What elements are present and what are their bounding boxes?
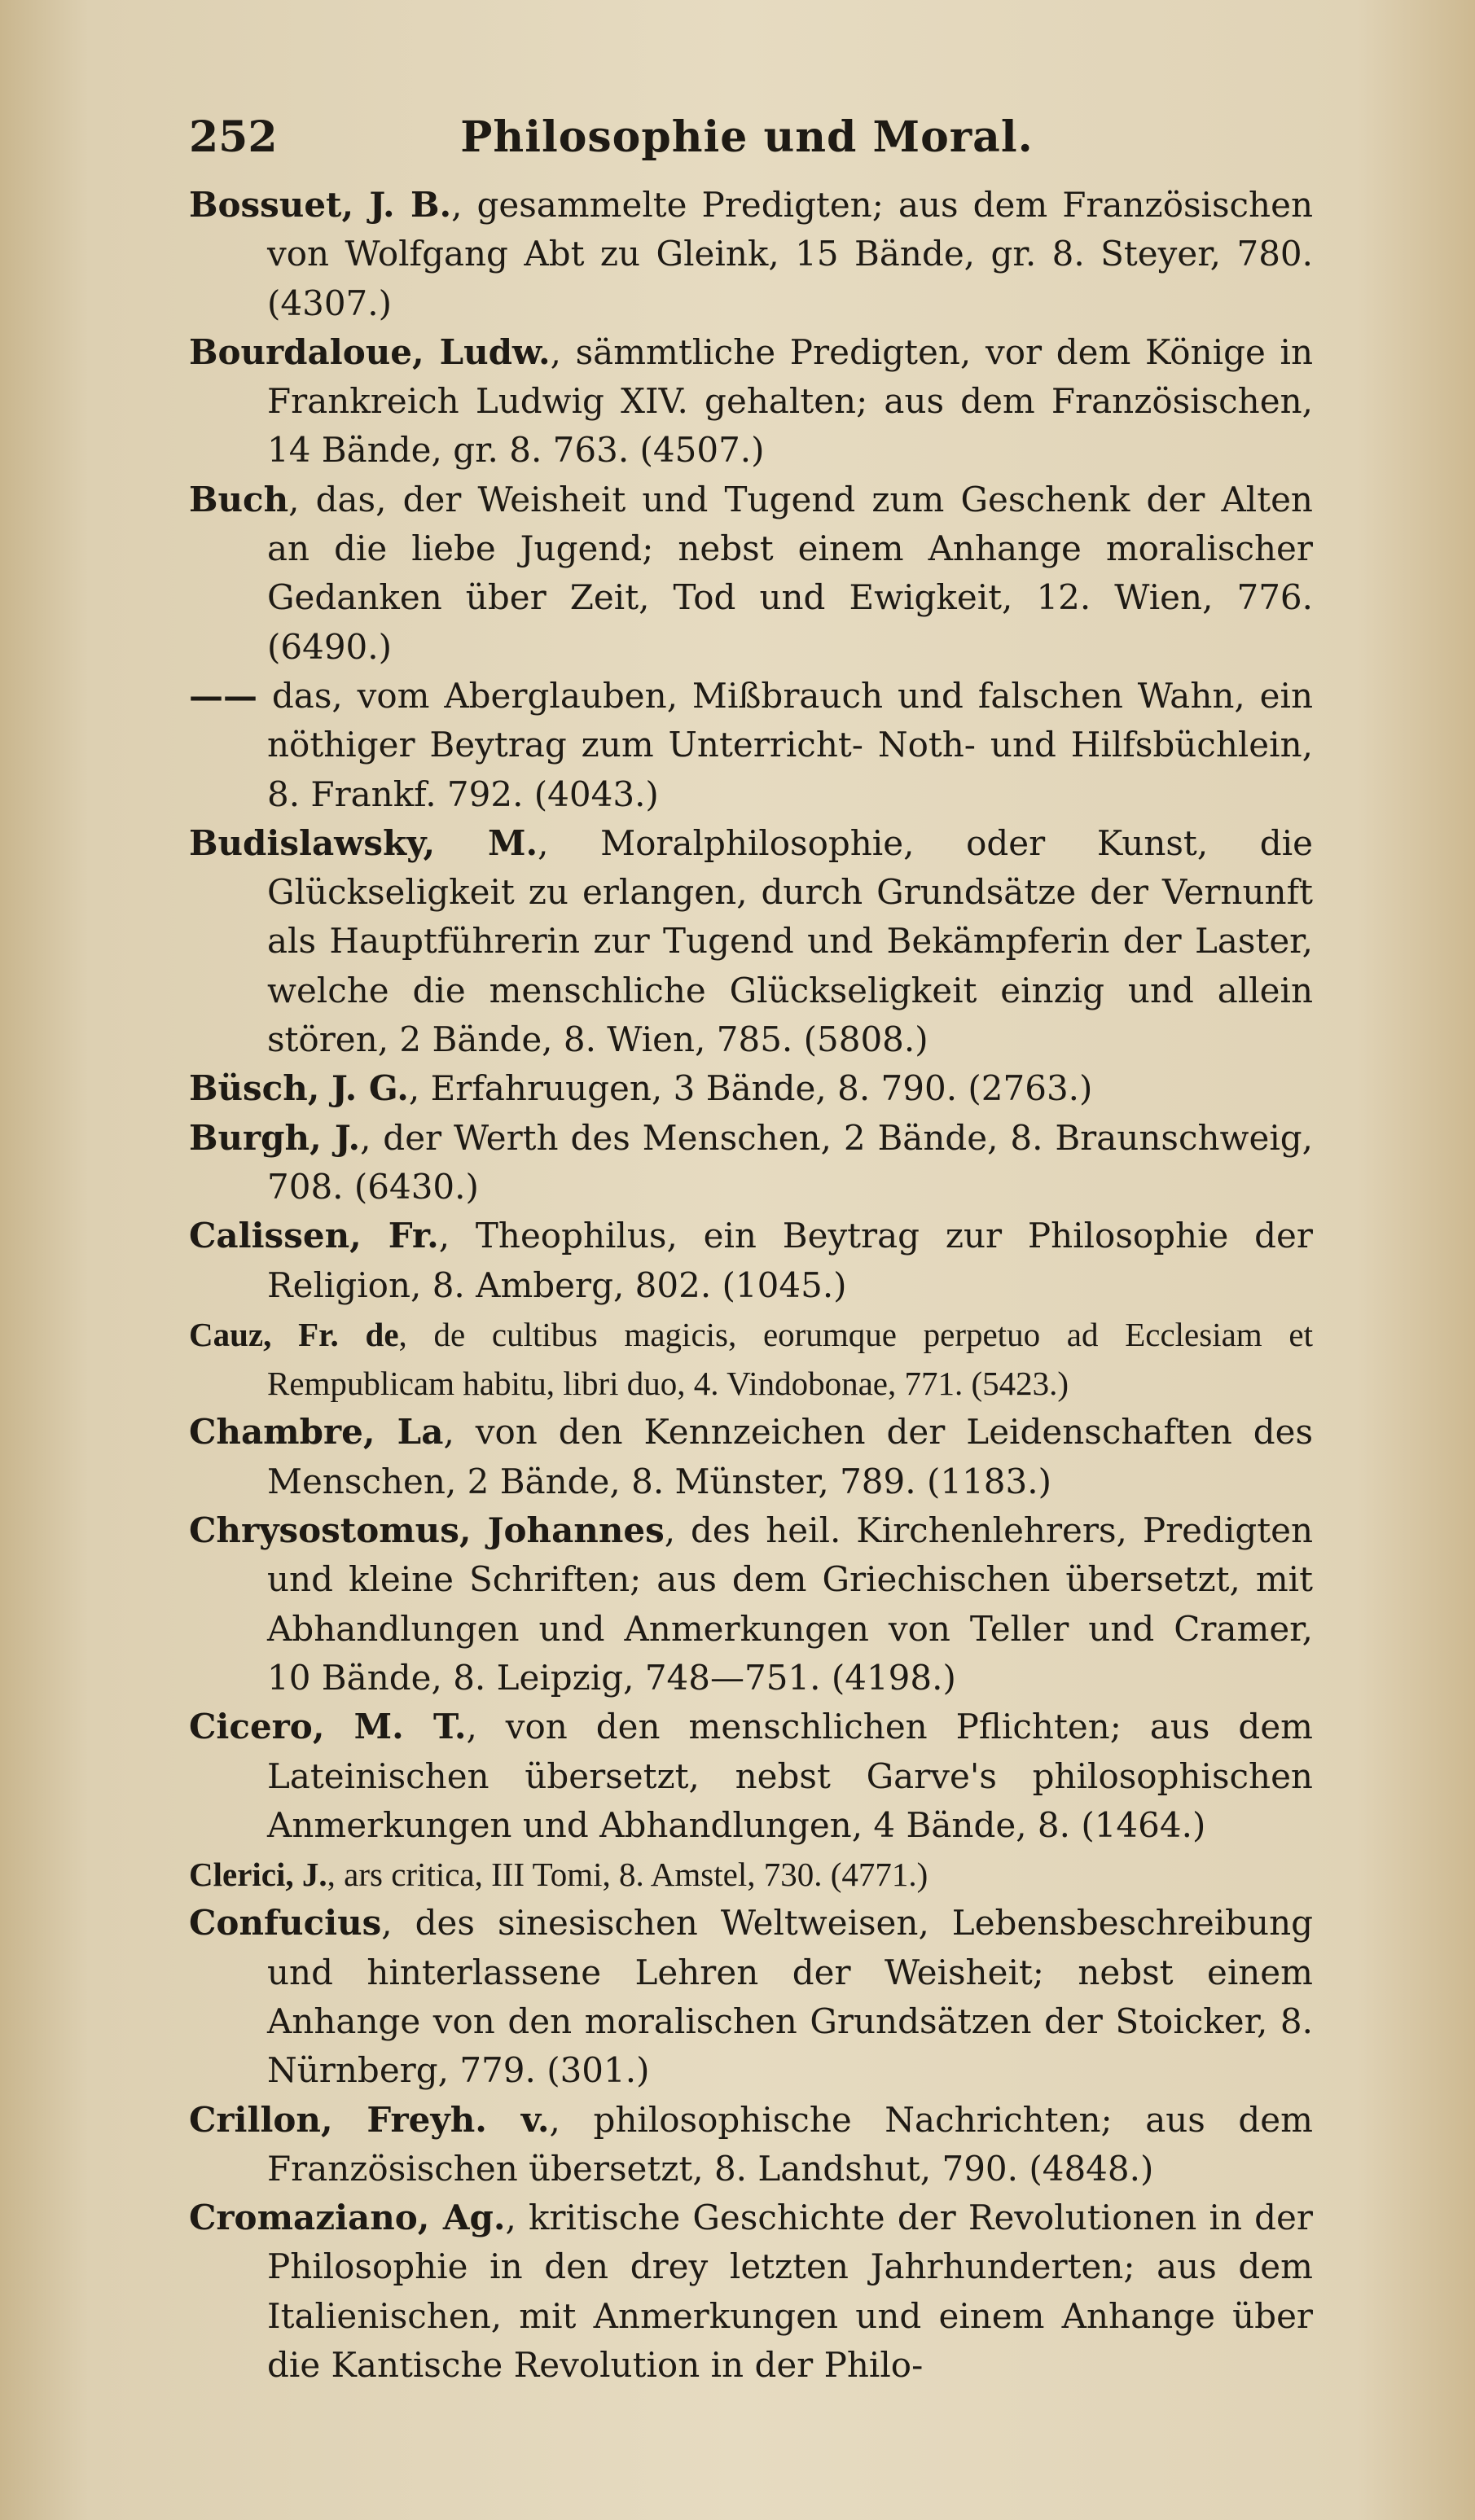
running-title: Philosophie und Moral. — [460, 112, 1034, 162]
bibliography-entry — [189, 1408, 1313, 1506]
entry-details: , das, der Weisheit und Tugend zum Geschenk der Alten an die liebe Jugend; nebst einem Anhange moralischer Gedanken über Zeit, Tod und Ewigkeit, 12. Wien, 776. (6490.) — [267, 479, 1313, 667]
page-number: 252 — [189, 112, 278, 162]
entry-details: , Theophilus, ein Beytrag zur Philosophie der Religion, 8. Amberg, 802. (1045.) — [267, 1216, 1313, 1305]
bibliography-entry — [189, 819, 1313, 1064]
entry-author: Calissen, Fr. — [189, 1216, 439, 1256]
entry-author: Cauz, Fr. de — [189, 1315, 399, 1353]
entry-details: , von den menschlichen Pflichten; aus dem Lateinischen übersetzt, nebst Garve's philosophischen Anmerkungen und Abhandlungen, 4 Bände, 8. (1464.) — [267, 1707, 1313, 1845]
bibliography-entry — [189, 1506, 1313, 1703]
bibliography-entry — [189, 1064, 1313, 1113]
entry-details: , von den Kennzeichen der Leidenschaften des Menschen, 2 Bände, 8. Münster, 789. (1183.) — [267, 1412, 1314, 1501]
entry-author: Bossuet, J. B. — [189, 185, 452, 225]
bibliography-entry — [189, 2193, 1313, 2390]
bibliography-entry — [189, 1310, 1313, 1409]
entry-author: Chrysostomus, Johannes — [189, 1510, 665, 1551]
entry-author: Clerici, J. — [189, 1856, 327, 1894]
entry-details: , Erfahruugen, 3 Bände, 8. 790. (2763.) — [408, 1068, 1093, 1109]
bibliography-entry — [189, 1850, 1313, 1899]
bibliography-entry — [189, 476, 1313, 672]
entry-details: , ars critica, III Tomi, 8. Amstel, 730. (4771.) — [327, 1856, 928, 1894]
entry-details: , philosophische Nachrichten; aus dem Französischen übersetzt, 8. Landshut, 790. (4848.) — [267, 2099, 1313, 2189]
entry-details: , der Werth des Menschen, 2 Bände, 8. Braunschweig, 708. (6430.) — [267, 1117, 1314, 1207]
entry-author: Büsch, J. G. — [189, 1068, 409, 1109]
entry-details: , des heil. Kirchenlehrers, Predigten und kleine Schriften; aus dem Griechischen übersetzt, mit Abhandlungen und Anmerkungen von Teller und Cramer, 10 Bände, 8. Leipzig, 748—751. (4198.) — [267, 1510, 1313, 1698]
entry-author: Chambre, La — [189, 1412, 444, 1453]
entry-author: Bourdaloue, Ludw. — [189, 331, 551, 372]
bibliography-entry — [189, 672, 1313, 819]
bibliography-entry — [189, 1212, 1313, 1310]
bibliography-list — [189, 181, 1313, 2390]
bibliography-entry — [189, 1114, 1313, 1212]
bibliography-entry — [189, 1703, 1313, 1850]
entry-author: Cicero, M. T. — [189, 1707, 467, 1747]
entry-author: Burgh, J. — [189, 1117, 361, 1158]
entry-details: das, vom Aberglauben, Mißbrauch und falschen Wahn, ein nöthiger Beytrag zum Unterricht- Noth- und Hilfsbüchlein, 8. Frankf. 792. (4043.) — [257, 675, 1313, 814]
bibliography-entry — [189, 2096, 1313, 2194]
entry-author: Budislawsky, M. — [189, 822, 538, 863]
entry-details: , gesammelte Predigten; aus dem Französischen von Wolfgang Abt zu Gleink, 15 Bände, gr. 8. Steyer, 780. (4307.) — [267, 185, 1313, 323]
bibliography-entry — [189, 181, 1313, 328]
entry-details: , sämmtliche Predigten, vor dem Könige in Frankreich Ludwig XIV. gehalten; aus dem Französischen, 14 Bände, gr. 8. 763. (4507.) — [267, 331, 1313, 471]
entry-details: , kritische Geschichte der Revolutionen in der Philosophie in den drey letzten Jahrhunderten; aus dem Italienischen, mit Anmerkungen und einem Anhange über die Kantische Revolution in der Philo- — [267, 2198, 1313, 2386]
entry-details: , Moralphilosophie, oder Kunst, die Glückseligkeit zu erlangen, durch Grundsätze der Vernunft als Hauptführerin zur Tugend und Bekämpferin der Laster, welche die menschliche Glückseligkeit einzig und allein stören, 2 Bände, 8. Wien, 785. (5808.) — [267, 822, 1313, 1060]
entry-details: , des sinesischen Weltweisen, Lebensbeschreibung und hinterlassene Lehren der Weisheit; nebst einem Anhange von den moralischen Grundsätzen der Stoicker, 8. Nürnberg, 779. (301.) — [267, 1903, 1313, 2091]
page-header — [189, 112, 1305, 177]
entry-author: Buch — [189, 479, 289, 519]
entry-details: , de cultibus magicis, eorumque perpetuo ad Ecclesiam et Rempublicam habitu, libri duo, 4. Vindobonae, 771. (5423.) — [267, 1315, 1313, 1403]
entry-author: Cromaziano, Ag. — [189, 2198, 506, 2238]
bibliography-entry — [189, 328, 1313, 476]
entry-author: Confucius — [189, 1903, 382, 1944]
entry-author: —— — [189, 675, 257, 716]
bibliography-entry — [189, 1899, 1313, 2095]
entry-author: Crillon, Freyh. v. — [189, 2099, 550, 2140]
